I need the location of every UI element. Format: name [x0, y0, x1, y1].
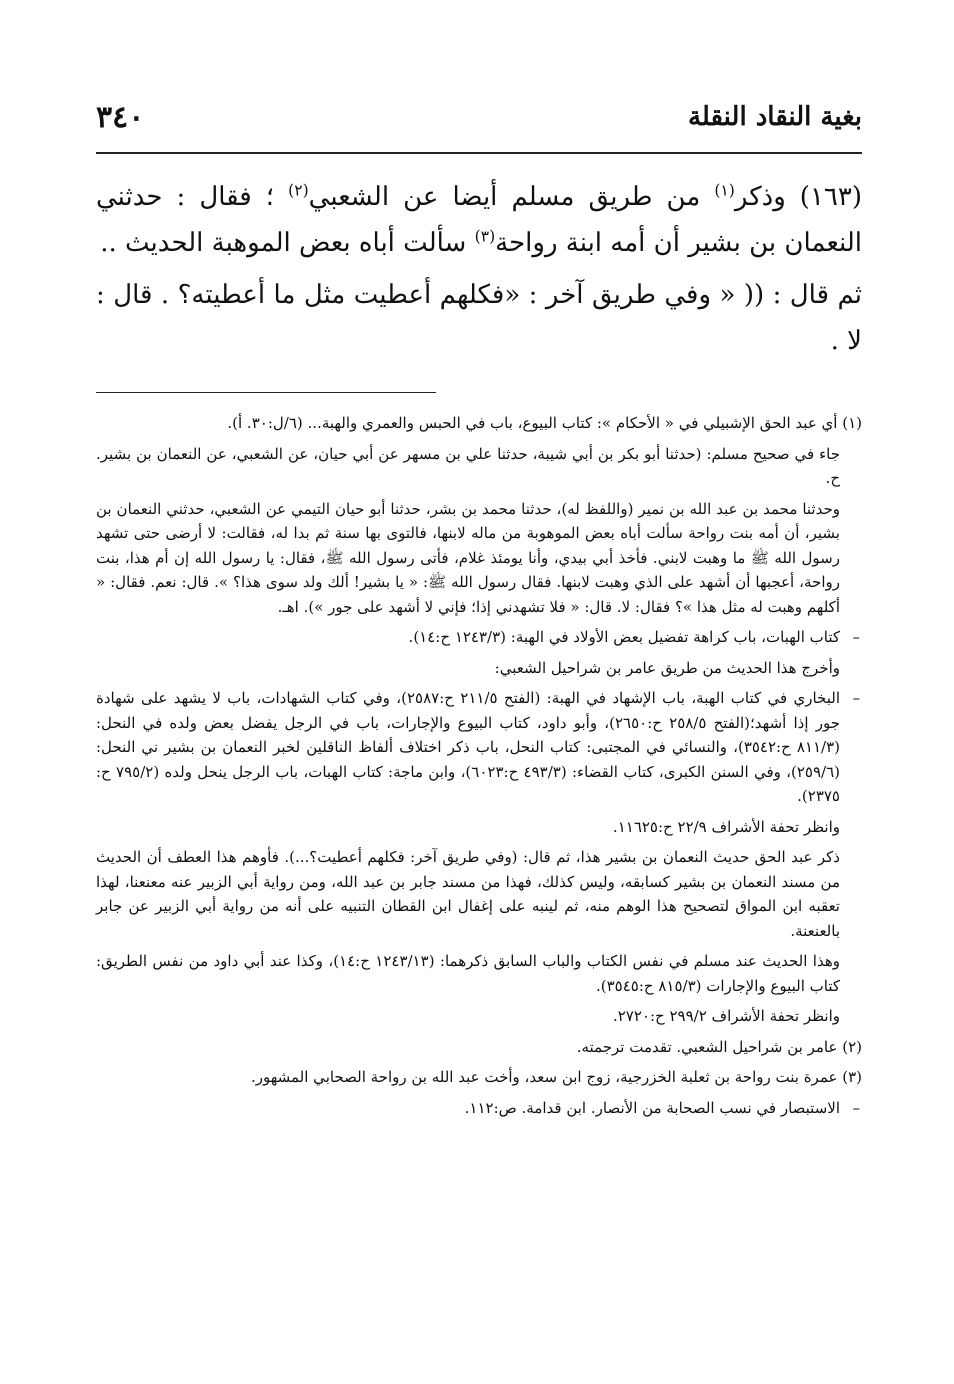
footnote-1: (١) أي عبد الحق الإشبيلي في « الأحكام »: كتاب البيوع، باب في الحبس والعمري والهبة... (٦/ل:٣٠. أ).: [227, 414, 862, 432]
footnote-3: (٣) عمرة بنت رواحة بن ثعلبة الخزرجية، زوج ابن سعد، وأخت عبد الله بن رواحة الصحابي المشهور.: [250, 1068, 862, 1086]
main-text-run: من طريق مسلم أيضا عن الشعبي: [308, 182, 715, 212]
footnote-2: (٢) عامر بن شراحيل الشعبي. تقدمت ترجمته.: [576, 1037, 862, 1056]
main-text-run: (١٦٣) وذكر: [734, 182, 863, 212]
footnote-paragraph: جاء في صحيح مسلم: (حدثنا أبو بكر بن أبي شيبة، حدثنا علي بن مسهر عن أبي حيان، عن الشعبي، عن النعمان بن بشير. ح.: [96, 444, 840, 487]
footnotes: [96, 411, 862, 1120]
page-number: ٣٤٠: [96, 100, 145, 135]
footnote-paragraph: وانظر تحفة الأشراف ٢٩٩/٢ ح:٢٧٢٠.: [612, 1007, 840, 1025]
footnote-paragraph: وحدثنا محمد بن عبد الله بن نمير (واللفظ له)، حدثنا محمد بن بشر، حدثنا أبو حيان التيمي عن الشعبي، حدثني النعمان بن بشير، أن أمه بنت رواحة سألت أباه بعض الموهوبة من ماله لابنها، فالتوى بها سنة ثم بدا له، فقالت: لا أرضى حتى تشهد رسول الله ﷺ ما وهبت لابني. فأخذ أبي بيدي، وأنا يومئذ غلام، فأتى رسول الله ﷺ، فقال: يا رسول الله إن أم هذا، بنت رواحة، أعجبها أن أشهد على الذي وهبت لابنها. فقال رسول الله ﷺ: « يا بشير! ألك ولد سوى هذا؟ ». قال: نعم. فقال: « أكلهم وهبت له مثل هذا »؟ فقال: لا. قال: « فلا تشهدني إذا؛ فإني لا أشهد على جور »). اهـ.: [96, 499, 840, 616]
footnote-ref-3: (٣): [474, 227, 496, 246]
main-text-run: سألت أباه بعض الموهبة الحديث ..: [100, 228, 475, 258]
footnote-ref-1: (١): [714, 181, 735, 200]
footnote-paragraph: وهذا الحديث عند مسلم في نفس الكتاب والباب السابق ذكرهما: (١٢٤٣/١٣ ح:١٤)، وكذا عند أبي داود من نفس الطريق: كتاب البيوع والإجارات (٨١٥/٣ ح:٣٥٤٥).: [96, 952, 840, 995]
footnote-paragraph: ذكر عبد الحق حديث النعمان بن بشير هذا، ثم قال: (وفي طريق آخر: فكلهم أعطيت؟...). فأوهم هذا العطف أن الحديث من مسند النعمان بن بشير كسابقه، وليس كذلك، فهذا من مسند جابر بن عبد الله، ومن رواية أبي الزبير عنه معنعنا، لهذا تعقبه ابن المواق لتصحيح هذا الوهم منه، ثم لينبه على إغفال ابن القطان التنبيه على أنه من رواية أبي الزبير عن جابر بالعنعنة.: [96, 848, 840, 940]
running-title: بغية النقاد النقلة: [687, 102, 862, 132]
footnote-ref-2: (٢): [288, 181, 309, 200]
page-header: [96, 96, 862, 154]
book-page: [96, 96, 862, 1126]
footnote-separator: [96, 392, 436, 393]
main-text-run: ؛ فقال : حدثني النعمان بن بشير أن أمه ابنة رواحة: [96, 182, 862, 258]
quote-paragraph: ثم قال : (( « وفي طريق آخر : «فكلهم أعطيت مثل ما أعطيته؟ . قال : لا .: [96, 280, 862, 356]
main-text: [96, 174, 862, 364]
footnote-dash-item: – البخاري في كتاب الهبة، باب الإشهاد في الهبة: (الفتح ٢١١/٥ ح:٢٥٨٧)، وفي كتاب الشهادات، باب لا يشهد على شهادة جور إذا أشهد؛(الفتح ٢٥٨/٥ ح:٢٦٥٠)، وأبو داود، كتاب البيوع والإجارات، باب في الرجل يفضل بعض ولده في النحل: (٨١١/٣ ح:٣٥٤٢)، والنسائي في المجتبى: كتاب النحل، باب ذكر اختلاف ألفاظ الناقلين لخبر النعمان بن بشير ني النحل: (٢٥٩/٦)، وفي السنن الكبرى، كتاب القضاء: (٤٩٣/٣ ح:٦٠٢٣)، وابن ماجة: كتاب الهبات، باب الرجل ينحل ولده (٧٩٥/٢ ح: ٢٣٧٥).: [96, 686, 862, 809]
footnote-paragraph: وأخرج هذا الحديث من طريق عامر بن شراحيل الشعبي:: [494, 658, 840, 677]
footnote-paragraph: وانظر تحفة الأشراف ٢٢/٩ ح:١١٦٢٥.: [612, 817, 840, 836]
footnote-dash-item: – كتاب الهبات، باب كراهة تفضيل بعض الأولاد في الهبة: (١٢٤٣/٣ ح:١٤).: [96, 625, 862, 650]
hadith-paragraph: [96, 174, 862, 266]
footnote-dash-item: – الاستبصار في نسب الصحابة من الأنصار. ابن قدامة. ص:١١٢.: [96, 1096, 862, 1121]
